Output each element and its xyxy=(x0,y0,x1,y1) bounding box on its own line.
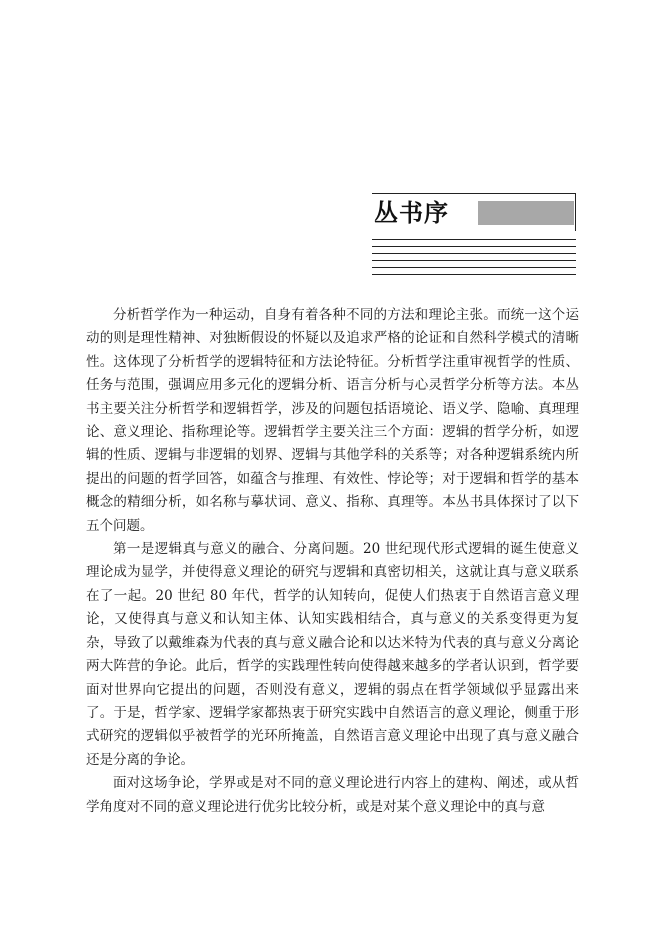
heading-top-rule xyxy=(372,193,576,194)
heading-side-rule xyxy=(575,193,576,231)
section-heading xyxy=(372,193,576,277)
paragraph-1: 分析哲学作为一种运动，自身有着各种不同的方法和理论主张。而统一这个运动的则是理性精神、对独断假设的怀疑以及追求严格的论证和自然科学模式的清晰性。这体现了分析哲学的逻辑特征和方法论特征。分析哲学注重审视哲学的性质、任务与范围，强调应用多元化的逻辑分析、语言分析与心灵哲学分析等方法。本丛书主要关注分析哲学和逻辑哲学，涉及的问题包括语境论、语义学、隐喻、真理理论、意义理论、指称理论等。逻辑哲学主要关注三个方面：逻辑的哲学分析，如逻辑的性质、逻辑与非逻辑的划界、逻辑与其他学科的关系等；对各种逻辑系统内所提出的问题的哲学回答，如蕴含与推理、有效性、悖论等；对于逻辑和哲学的基本概念的精细分析，如名称与摹状词、意义、指称、真理等。本丛书具体探讨了以下五个问题。 xyxy=(86,307,579,534)
paragraph-3: 面对这场争论，学界或是对不同的意义理论进行内容上的建构、阐述，或从哲学角度对不同的意义理论进行优劣比较分析，或是对某个意义理论中的真与意 xyxy=(86,775,579,815)
heading-rule-2 xyxy=(372,246,576,247)
heading-rule-6 xyxy=(372,274,576,275)
heading-rule-4 xyxy=(372,260,576,261)
paragraph-2: 第一是逻辑真与意义的融合、分离问题。20 世纪现代形式逻辑的诞生使意义理论成为显学，并使得意义理论的研究与逻辑和真密切相关，这就让真与意义联系在了一起。20 世纪 80 年代，哲学的认知转向，促使人们热衷于自然语言意义理论，又使得真与意义和认知主体、认知实践相结合，真与意义的关系变得更为复杂，导致了以戴维森为代表的真与意义融合论和以达米特为代表的真与意义分离论两大阵营的争论。此后，哲学的实践理性转向使得越来越多的学者认识到，哲学要面对世界向它提出的问题，否则没有意义，逻辑的弱点在哲学领域似乎显露出来了。于是，哲学家、逻辑学家都热衷于研究实践中自然语言的意义理论，侧重于形式研究的逻辑似乎被哲学的光环所掩盖，自然语言意义理论中出现了真与意义融合还是分离的争论。 xyxy=(86,541,579,768)
heading-rule-5 xyxy=(372,267,576,268)
body-text xyxy=(86,304,579,819)
heading-rule-1 xyxy=(372,239,576,240)
page-title: 丛书序 xyxy=(374,198,449,227)
heading-rule-3 xyxy=(372,253,576,254)
heading-gray-bar xyxy=(478,201,574,225)
